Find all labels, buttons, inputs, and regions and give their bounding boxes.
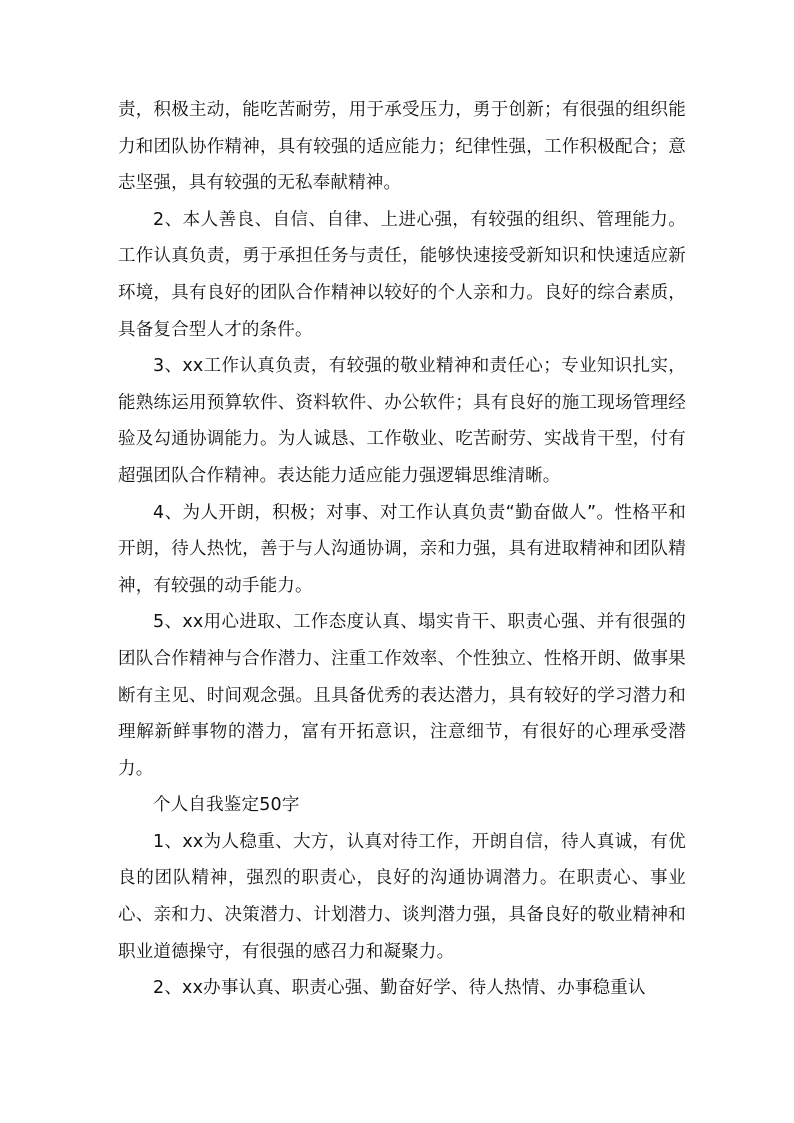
section-heading: 个人自我鉴定50字 <box>153 795 300 816</box>
paragraph-item-1b: 1、xx为人稳重、大方，认真对待工作，开朗自信，待人真诚，有优良的团队精神，强烈的职责心，良好的沟通协调潜力。在职责心、事业心、亲和力、决策潜力、计划潜力、谈判潜力强，具备良好的敬业精神和职业道德操守，有很强的感召力和凝聚力。 <box>118 831 686 962</box>
paragraph-continued: 责，积极主动，能吃苦耐劳，用于承受压力，勇于创新；有很强的组织能力和团队协作精神，具有较强的适应能力；纪律性强，工作积极配合；意志坚强，具有较强的无私奉献精神。 <box>118 100 686 194</box>
document-body <box>118 92 686 1007</box>
paragraph-item-3: 3、xx工作认真负责，有较强的敬业精神和责任心；专业知识扎实，能熟练运用预算软件、资料软件、办公软件；具有良好的施工现场管理经验及勾通协调能力。为人诚恳、工作敬业、吃苦耐劳、实战肯干型，付有超强团队合作精神。表达能力适应能力强逻辑思维清晰。 <box>118 356 686 486</box>
paragraph-item-5: 5、xx用心进取、工作态度认真、塌实肯干、职责心强、并有很强的团队合作精神与合作潜力、注重工作效率、个性独立、性格开朗、做事果断有主见、时间观念强。且具备优秀的表达潜力，具有较好的学习潜力和理解新鲜事物的潜力，富有开拓意识，注意细节，有很好的心理承受潜力。 <box>118 612 686 779</box>
paragraph-item-2b: 2、xx办事认真、职责心强、勤奋好学、待人热情、办事稳重认 <box>153 978 646 999</box>
paragraph-item-4: 4、为人开朗，积极；对事、对工作认真负责“勤奋做人”。性格平和开朗，待人热忱，善于与人沟通协调，亲和力强，具有进取精神和团队精神，有较强的动手能力。 <box>118 502 686 596</box>
paragraph-item-2: 2、本人善良、自信、自律、上进心强，有较强的组织、管理能力。工作认真负责，勇于承担任务与责任，能够快速接受新知识和快速适应新环境，具有良好的团队合作精神以较好的个人亲和力。良好的综合素质，具备复合型人才的条件。 <box>118 209 686 340</box>
